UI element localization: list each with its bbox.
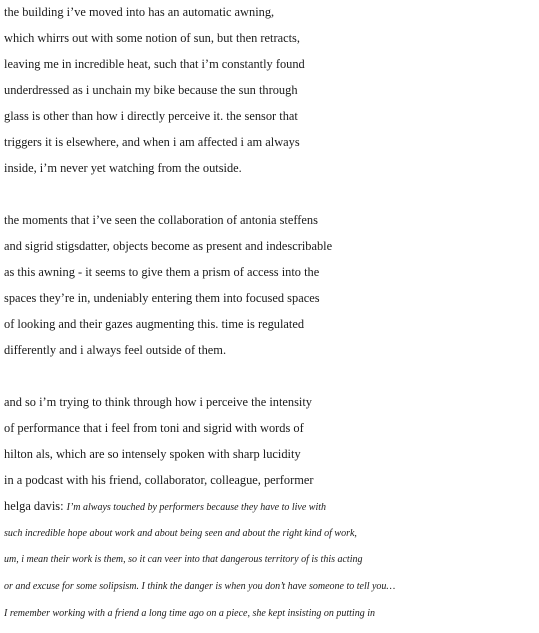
paragraph-2-line-3: as this awning - it seems to give them a prism of access into the bbox=[4, 265, 320, 279]
paragraph-1-line-1: the building i’ve moved into has an automatic awning, bbox=[4, 5, 275, 19]
quote-line-4: I remember working with a friend a long time ago on a piece, she kept insisting on putting in bbox=[4, 608, 375, 619]
paragraph-2-line-2: and sigrid stigsdatter, objects become as present and indescribable bbox=[4, 239, 333, 253]
quote-line-3: or and excuse for some solipsism. I think the danger is when you don’t have someone to tell you… bbox=[4, 581, 396, 592]
paragraph-3-line-2: of performance that i feel from toni and sigrid with words of bbox=[4, 421, 304, 435]
quote-text-start: I’m always touched by performers because they have to live with bbox=[66, 502, 327, 513]
paragraph-3-line-4: in a podcast with his friend, collaborator, colleague, performer bbox=[4, 473, 314, 487]
paragraph-3-line-1: and so i’m trying to think through how i perceive the intensity bbox=[4, 395, 312, 409]
paragraph-1-line-7: inside, i’m never yet watching from the outside. bbox=[4, 161, 242, 175]
paragraph-1-line-6: triggers it is elsewhere, and when i am affected i am always bbox=[4, 135, 300, 149]
paragraph-3-line-3: hilton als, which are so intensely spoken with sharp lucidity bbox=[4, 447, 301, 461]
paragraph-2-line-6: differently and i always feel outside of them. bbox=[4, 343, 227, 357]
quote-line-1: such incredible hope about work and about being seen and about the right kind of work, bbox=[4, 528, 357, 539]
paragraph-1-line-3: leaving me in incredible heat, such that i’m constantly found bbox=[4, 57, 305, 71]
quote-first-line bbox=[4, 498, 326, 516]
quote-speaker: helga davis: bbox=[4, 499, 64, 513]
paragraph-1-line-4: underdressed as i unchain my bike because the sun through bbox=[4, 83, 298, 97]
paragraph-2-line-4: spaces they’re in, undeniably entering them into focused spaces bbox=[4, 291, 320, 305]
paragraph-1-line-5: glass is other than how i directly perceive it. the sensor that bbox=[4, 109, 298, 123]
quote-line-2: um, i mean their work is them, so it can veer into that dangerous territory of is this acting bbox=[4, 554, 363, 565]
paragraph-2-line-5: of looking and their gazes augmenting this. time is regulated bbox=[4, 317, 305, 331]
paragraph-1-line-2: which whirrs out with some notion of sun, but then retracts, bbox=[4, 31, 300, 45]
paragraph-2-line-1: the moments that i’ve seen the collaboration of antonia steffens bbox=[4, 213, 318, 227]
